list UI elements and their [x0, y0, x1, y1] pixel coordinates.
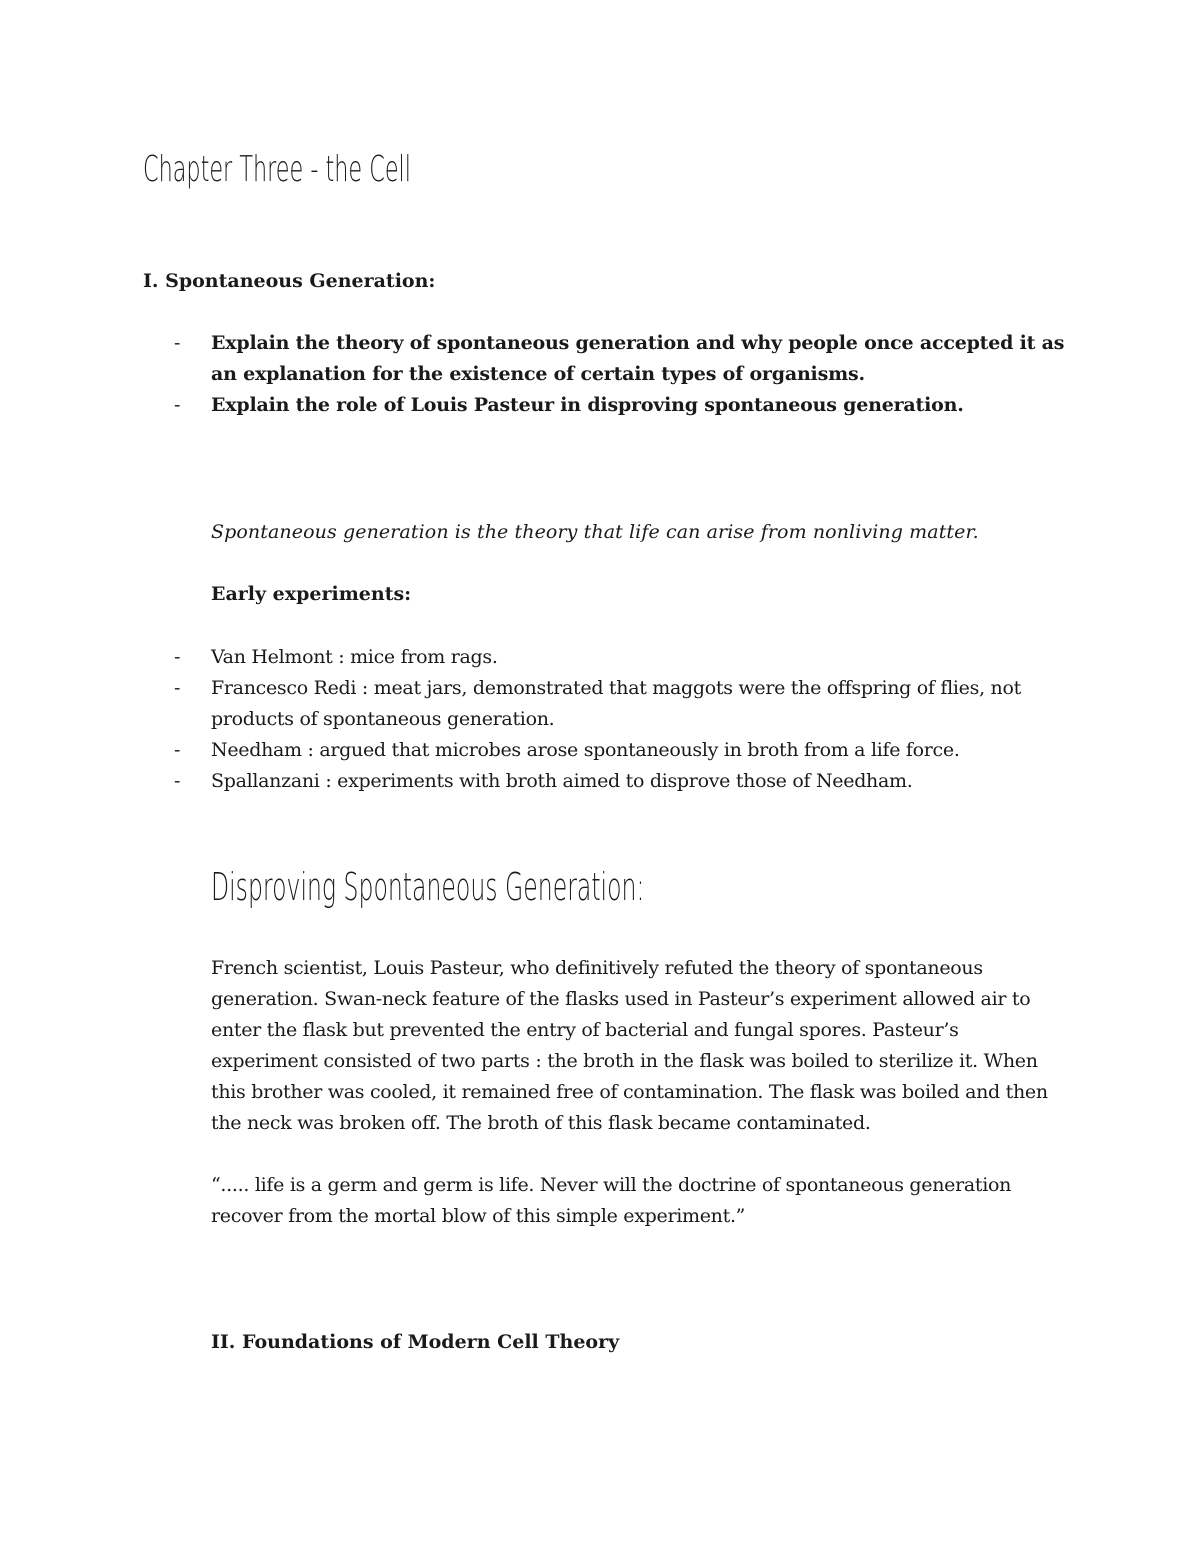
experiment-text: Needham : argued that microbes arose spontaneously in broth from a life force.: [211, 739, 960, 761]
experiment-item: [174, 766, 1074, 797]
experiment-item: [174, 673, 1074, 735]
section-heading-spontaneous-generation: I. Spontaneous Generation:: [143, 270, 436, 292]
experiment-text: Spallanzani : experiments with broth aimed to disprove those of Needham.: [211, 770, 913, 792]
experiments-list: [174, 642, 1074, 797]
bullet-dash: -: [174, 677, 181, 699]
bullet-dash: -: [174, 394, 181, 416]
pasteur-paragraph: French scientist, Louis Pasteur, who definitively refuted the theory of spontaneous generation. Swan-neck feature of the flasks used in Pasteur’s experiment allowed air to enter the flask but prevented the entry of bacterial and fungal spores. Pasteur’s experiment consisted of two parts : the broth in the flask was boiled to sterilize it. When this brother was cooled, it remained free of contamination. The flask was boiled and then the neck was broken off. The broth of this flask became contaminated.: [211, 957, 1048, 1134]
disproving-heading: Disproving Spontaneous Generation:: [211, 865, 645, 909]
bullet-dash: -: [174, 646, 181, 668]
objective-text: Explain the theory of spontaneous generation and why people once accepted it as an explanation for the existence of certain types of organisms.: [211, 332, 1065, 385]
objective-item: [174, 390, 1074, 421]
section-heading-cell-theory: II. Foundations of Modern Cell Theory: [211, 1331, 620, 1353]
bullet-dash: -: [174, 332, 181, 354]
definition-text: Spontaneous generation is the theory that life can arise from nonliving matter.: [211, 521, 979, 543]
bullet-dash: -: [174, 739, 181, 761]
objective-text: Explain the role of Louis Pasteur in disproving spontaneous generation.: [211, 394, 964, 416]
learning-objectives-list: [174, 328, 1074, 421]
bullet-dash: -: [174, 770, 181, 792]
chapter-title: Chapter Three - the Cell: [143, 149, 411, 190]
experiment-item: [174, 735, 1074, 766]
experiment-text: Van Helmont : mice from rags.: [211, 646, 498, 668]
objective-item: [174, 328, 1074, 390]
experiment-text: Francesco Redi : meat jars, demonstrated that maggots were the offspring of flies, not products of spontaneous generation.: [211, 677, 1021, 730]
experiment-item: [174, 642, 1074, 673]
pasteur-quote: “..... life is a germ and germ is life. Never will the doctrine of spontaneous generation recover from the mortal blow of this simple experiment.”: [211, 1174, 1012, 1227]
early-experiments-label: Early experiments:: [211, 583, 412, 605]
